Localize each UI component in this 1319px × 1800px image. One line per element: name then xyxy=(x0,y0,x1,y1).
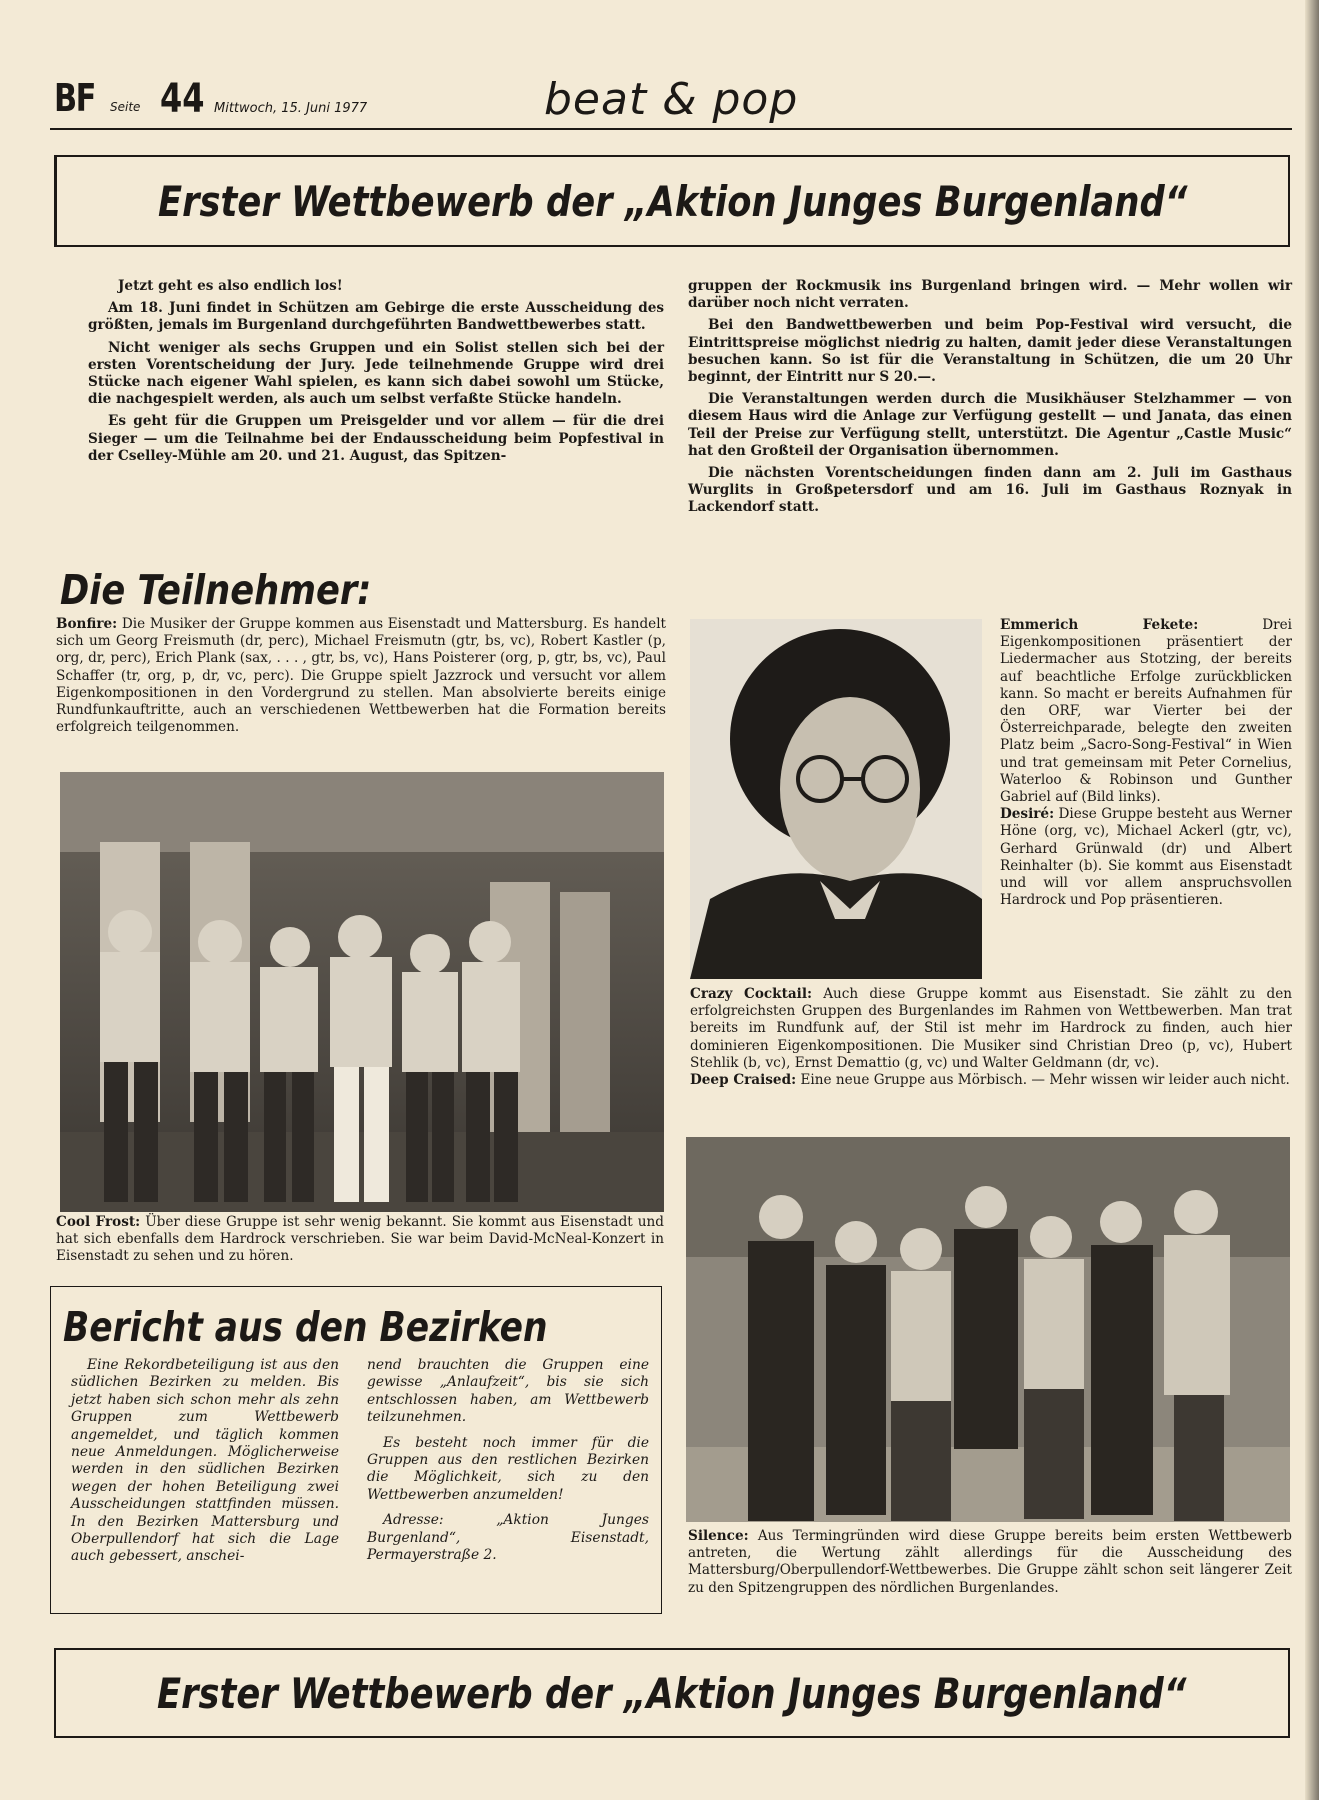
entry-text: Diese Gruppe besteht aus Werner Höne (org, vc), Michael Ackerl (gtr, vc), Gerhard Grünwald (dr) und Albert Reinhalter (b). Sie kommt aus Eisenstadt und will vor allem anspruchsvollen Hardrock und Pop präsentieren. xyxy=(1000,806,1292,909)
entry-label: Emmerich Fekete: xyxy=(1000,617,1199,633)
section-title: beat & pop xyxy=(544,74,799,125)
participants-heading: Die Teilnehmer: xyxy=(60,566,372,614)
entry-text: Die Musiker der Gruppe kommen aus Eisenstadt und Mattersburg. Es handelt sich um Georg Freismuth (dr, perc), Michael Freismutn (gtr, bs, vc), Robert Kastler (p, org, dr, perc), Erich Plank (sax, . . . , gtr, bs, vc), Hans Poisterer (org, p, gtr, bs, vc), Paul Schaffer (tr, org, p, dr, vc, perc). Die Gruppe spielt Jazzrock und versucht vor allem Eigenkompositionen in den Vordergrund zu stellen. Man absolvierte bereits einige Rundfunkauftritte, auch an verschiedenen Wettbewerben hat die Formation bereits erfolgreich teilgenommen. xyxy=(56,616,666,736)
intro-paragraph: Jetzt geht es also endlich los! xyxy=(118,278,343,294)
entry-silence xyxy=(688,1528,1292,1597)
issue-date: Mittwoch, 15. Juni 1977 xyxy=(214,101,368,116)
photo-bonfire-group xyxy=(60,772,664,1212)
photo-emmerich-fekete xyxy=(690,619,982,979)
intro-paragraph: Am 18. Juni findet in Schützen am Gebirge die erste Ausscheidung des größten, jemals im Burgenland durchgeführten Bandwettbewerbes statt. xyxy=(88,300,664,334)
intro-paragraph: Die Veranstaltungen werden durch die Musikhäuser Stelzhammer — von diesem Haus wird die Anlage zur Verfügung gestellt — und Janata, das einen Teil der Preise zur Verfügung stellt, unterstützt. Die Agentur „Castle Music“ hat den Großteil der Organisation übernommen. xyxy=(688,391,1292,459)
entry-cool-frost xyxy=(56,1214,664,1266)
newspaper-logo: BF xyxy=(54,76,95,120)
entry-label: Silence: xyxy=(688,1528,749,1544)
intro-paragraph: Nicht weniger als sechs Gruppen und ein Solist stellen sich bei der ersten Vorentscheidung der Jury. Jede teilnehmende Gruppe wird drei Stücke nach eigener Wahl spielen, es kann sich dabei sowohl um Stücke, die nachgespielt werden, als auch um selbst verfaßte Stücke handeln. xyxy=(88,339,664,408)
bericht-heading: Bericht aus den Bezirken xyxy=(63,1303,548,1351)
headline-text: Erster Wettbewerb der „Aktion Junges Burgenland“ xyxy=(157,176,1188,226)
intro-paragraph: gruppen der Rockmusik ins Burgenland bringen wird. — Mehr wollen wir darüber noch nicht verraten. xyxy=(688,278,1292,312)
entry-bonfire xyxy=(56,616,666,736)
intro-column-right xyxy=(688,278,1292,522)
entry-text: Über diese Gruppe ist sehr wenig bekannt. Sie kommt aus Eisenstadt und hat sich ebenfalls dem Hardrock verschrieben. Sie war beim David-McNeal-Konzert in Eisenstadt zu sehen und zu hören. xyxy=(56,1214,664,1265)
entry-label: Cool Frost: xyxy=(56,1214,141,1230)
bericht-paragraph: Adresse: „Aktion Junges Burgenland“, Eisenstadt, Permayerstraße 2. xyxy=(367,1512,649,1564)
bericht-paragraph: nend brauchten die Gruppen eine gewisse „Anlaufzeit“, bis sie sich entschlossen haben, am Wettbewerb teilzunehmen. xyxy=(367,1357,649,1426)
entry-label: Bonfire: xyxy=(56,616,118,632)
bericht-paragraph: Eine Rekordbeteiligung ist aus den südlichen Bezirken zu melden. Bis jetzt haben sich schon mehr als zehn Gruppen zum Wettbewerb angemeldet, und täglich kommen neue Anmeldungen. Möglicherweise werden in den südlichen Bezirken wegen der hohen Beteiligung zwei Ausscheidungen stattfinden müssen. In den Bezirken Mattersburg und Oberpullendorf hat sich die Lage auch gebessert, anschei- xyxy=(71,1357,339,1565)
entry-crazy-cocktail xyxy=(690,986,1292,1089)
page-label: Seite xyxy=(110,100,141,114)
headline-banner-bottom xyxy=(54,1648,1290,1738)
page-edge-shadow xyxy=(1305,0,1319,1800)
page-header xyxy=(54,68,1294,128)
page-number: 44 xyxy=(160,76,205,122)
intro-paragraph: Die nächsten Vorentscheidungen finden dann am 2. Juli im Gasthaus Wurglits in Großpetersdorf und am 16. Juli im Gasthaus Roznyak in Lackendorf statt. xyxy=(688,465,1292,516)
entry-emmerich-desire xyxy=(1000,617,1292,909)
entry-text: Drei Eigenkompositionen präsentiert der Liedermacher aus Stotzing, der bereits auf beachtliche Erfolge zurückblicken kann. So macht er bereits Aufnahmen für den ORF, war Vierter bei der Österreichparade, belegte den zweiten Platz beim „Sacro-Song-Festival“ in Wien und trat gemeinsam mit Peter Cornelius, Waterloo & Robinson und Gunther Gabriel auf (Bild links). xyxy=(1000,617,1292,806)
photo-silence-group xyxy=(686,1137,1290,1522)
headline-banner-top xyxy=(54,155,1290,247)
bericht-column-right xyxy=(367,1357,649,1572)
headline-text: Erster Wettbewerb der „Aktion Junges Burgenland“ xyxy=(157,1668,1187,1718)
bericht-column-left xyxy=(71,1357,339,1574)
entry-label: Crazy Cocktail: xyxy=(690,986,813,1002)
bericht-paragraph: Es besteht noch immer für die Gruppen aus den restlichen Bezirken die Möglichkeit, sich zu den Wettbewerben anzumelden! xyxy=(367,1434,649,1503)
intro-paragraph: Es geht für die Gruppen um Preisgelder und vor allem — für die drei Sieger — um die Teilnahme bei der Endausscheidung beim Popfestival in der Cselley-Mühle am 20. und 21. August, das Spitzen- xyxy=(88,413,664,464)
bericht-box xyxy=(50,1286,662,1614)
intro-column-left xyxy=(88,278,664,470)
intro-paragraph: Bei den Bandwettbewerben und beim Pop-Festival wird versucht, die Eintrittspreise möglichst niedrig zu halten, damit jeder diese Veranstaltungen besuchen kann. So ist für die Veranstaltung in Schützen, die um 20 Uhr beginnt, der Eintritt nur S 20.—. xyxy=(688,317,1292,386)
entry-text: Auch diese Gruppe kommt aus Eisenstadt. Sie zählt zu den erfolgreichsten Gruppen des Burgenlandes im Rahmen von Wettbewerben. Man trat bereits im Rundfunk auf, der Stil ist mehr im Hardrock zu finden, auch hier dominieren Eigenkompositionen. Die Musiker sind Christian Dreo (p, vc), Hubert Stehlik (b, vc), Ernst Demattio (g, vc) und Walter Geldmann (dr, vc). xyxy=(690,986,1293,1071)
entry-label: Desiré: xyxy=(1000,806,1055,823)
entry-text: Eine neue Gruppe aus Mörbisch. — Mehr wissen wir leider auch nicht. xyxy=(800,1072,1290,1089)
header-rule xyxy=(50,128,1292,130)
entry-label: Deep Craised: xyxy=(690,1072,797,1089)
entry-text: Aus Termingründen wird diese Gruppe bereits beim ersten Wettbewerb antreten, die Wertung zählt allerdings für die Ausscheidung des Mattersburg/Oberpullendorf-Wettbewerbes. Die Gruppe zählt schon seit längerer Zeit zu den Spitzengruppen des nördlichen Burgenlandes. xyxy=(688,1528,1292,1596)
